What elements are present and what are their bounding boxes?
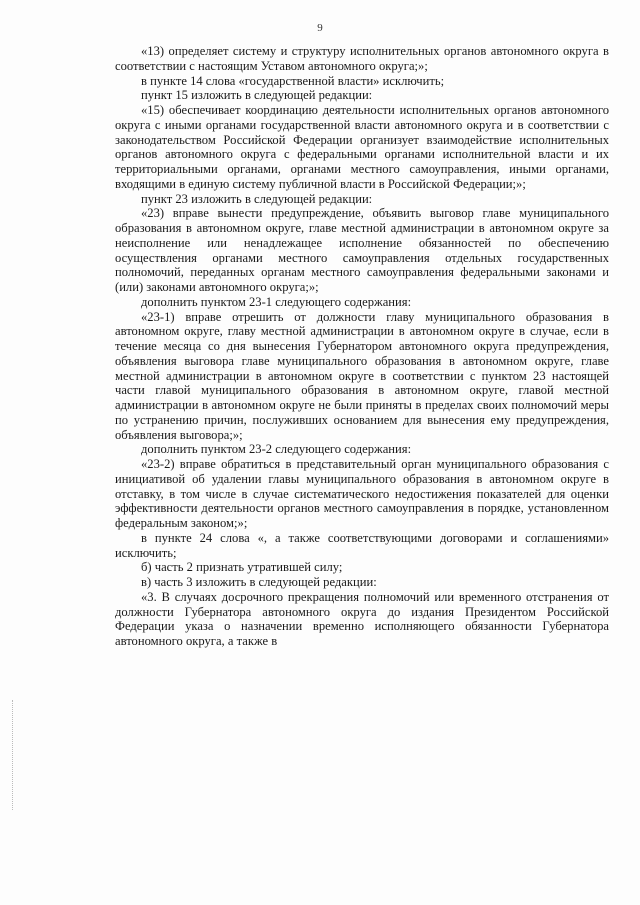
paragraph: в) часть 3 изложить в следующей редакции: [141,575,377,589]
paragraph: «23) вправе вынести предупреждение, объявить выговор главе муниципального образования в автономном округе, главе местной администрации в автономном округе за неисполнение или ненадлежащее исполнение обязанностей по обеспечению осуществления органами местного самоуправления отдельных государственных полномочий, переданных органам местного самоуправления федеральными законами и (или) законами автономного округа;»; [115,206,609,294]
paragraph: в пункте 24 слова «, а также соответствующими договорами и соглашениями» исключить; [115,530,609,560]
paragraph: «13) определяет систему и структуру исполнительных органов автономного округа в соответствии с настоящим Уставом автономного округа;»; [115,44,609,73]
paragraph: «23-1) вправе отрешить от должности главу муниципального образования в автономном округе, главу местной администрации в автономном округе в случае, если в течение месяца со дня вынесения Губернатором автономного округа предупреждения, объявления выговора главе муниципального образования в автономном округе, главе местной администрации в автономном округе в соответствии с пунктом 23 настоящей части главой муниципального образования в автономном округе, главой местной администрации в автономном округе не были приняты в пределах своих полномочий меры по устранению причин, послуживших основанием для вынесения ему предупреждения, объявления выговора;»; [115,309,609,442]
paragraph: пункт 23 изложить в следующей редакции: [141,191,373,206]
paragraph: дополнить пунктом 23-2 следующего содержания: [141,442,412,457]
paragraph: дополнить пунктом 23-1 следующего содержания: [141,294,412,309]
paragraph: б) часть 2 признать утратившей силу; [141,560,343,575]
scan-margin-dots [12,700,15,810]
page-number: 9 [317,22,323,34]
paragraph: «23-2) вправе обратиться в представительный орган муниципального образования с инициативой об удалении главы муниципального образования в автономном округе в отставку, в том числе в случае систематического недостижения показателей для оценки эффективности деятельности органов местного самоуправления в порядке, установленном федеральным законом;»; [115,457,609,530]
paragraph: в пункте 14 слова «государственной власти» исключить; [141,73,445,88]
paragraph: «3. В случаях досрочного прекращения полномочий или временного отстранения от должности Губернатора автономного округа до издания Президентом Российской Федерации указа о назначении временно исполняющего обязанности Губернатора автономного округа, а также в [115,589,609,648]
paragraph: «15) обеспечивает координацию деятельности исполнительных органов автономного округа с иными органами государственной власти автономного округа и в соответствии с законодательством Российской Федерации организует взаимодействие исполнительных органов автономного округа с федеральными органами исполнительной власти и их территориальными органами, органами местного самоуправления, иными органами, входящими в единую систему публичной власти в Российской Федерации;»; [115,103,609,191]
document-body [115,44,609,649]
paragraph: пункт 15 изложить в следующей редакции: [141,88,373,103]
